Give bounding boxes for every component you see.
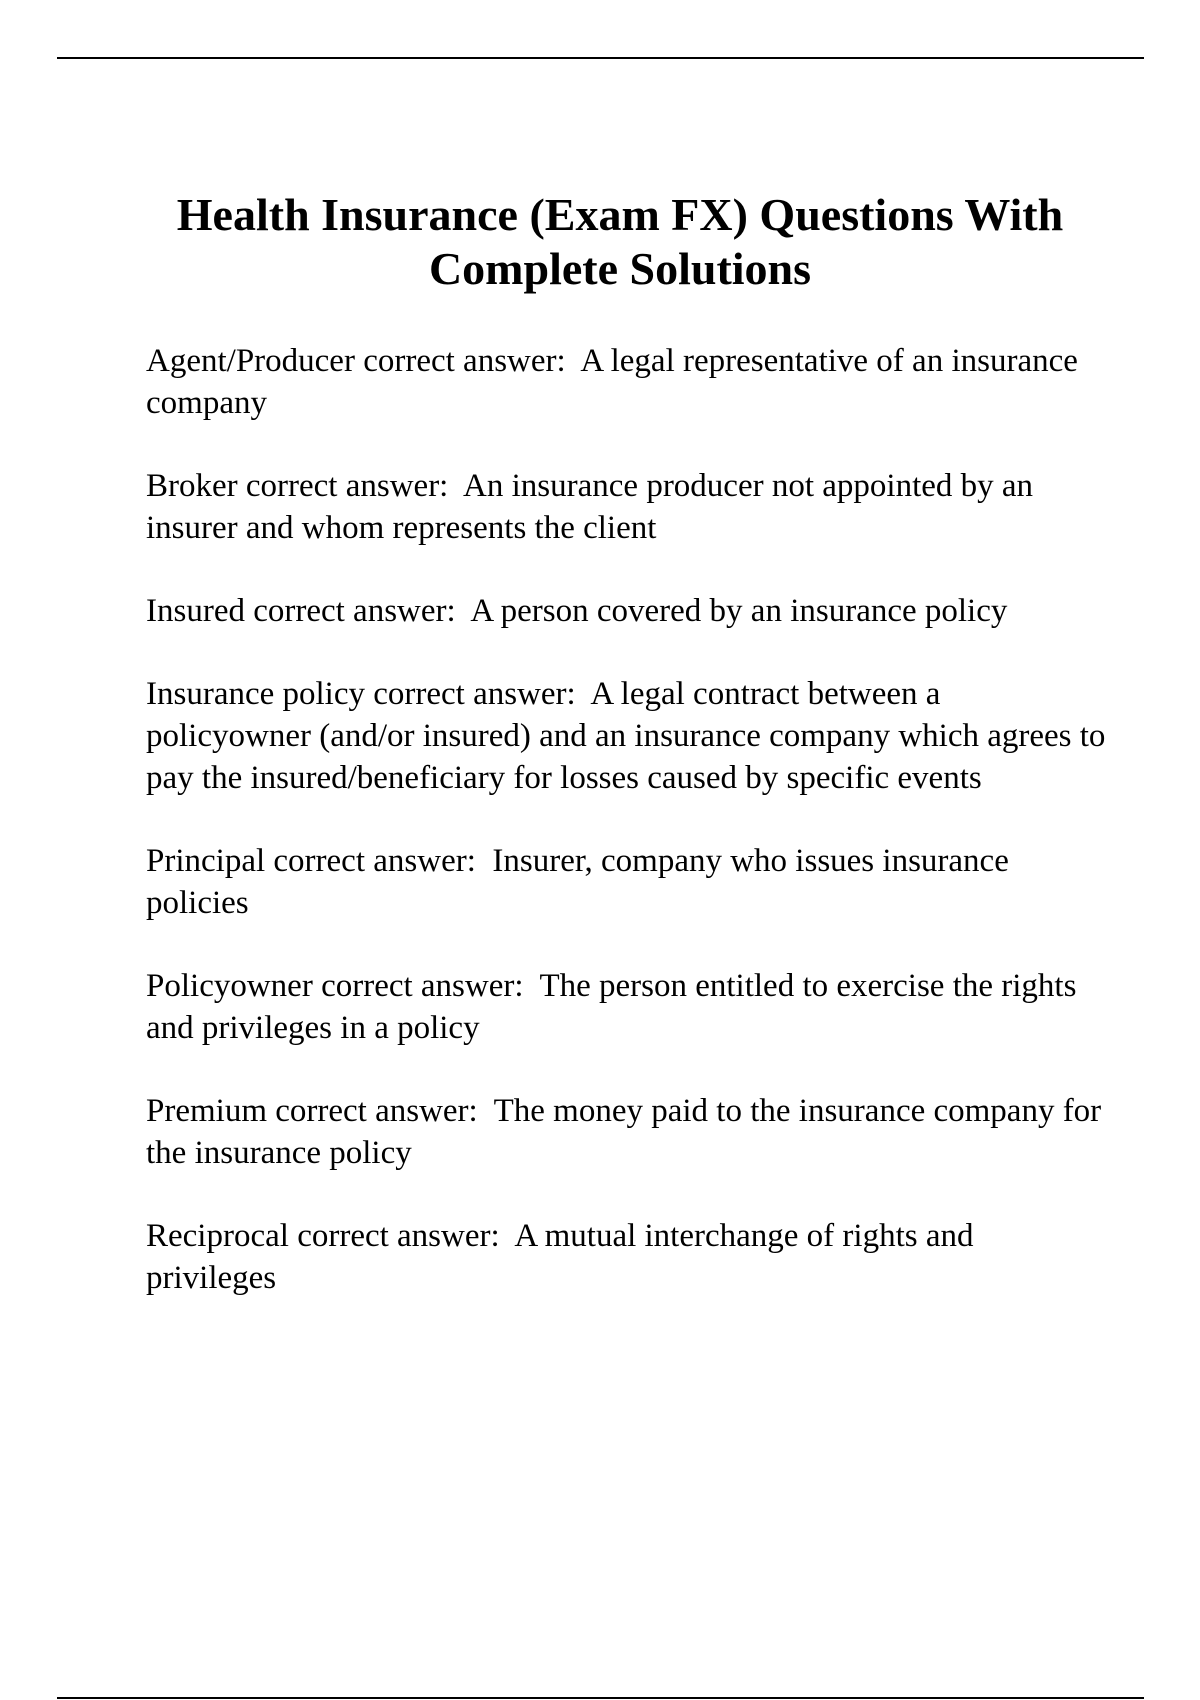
top-divider [57, 57, 1144, 59]
entry-answer: A mutual interchange of rights and privileges [146, 1218, 974, 1296]
entry-label: correct answer: [273, 843, 476, 879]
entry-term: Principal [146, 843, 266, 879]
entry-label: correct answer: [373, 676, 576, 712]
entry-term: Agent/Producer [146, 343, 355, 379]
entry-label: correct answer: [297, 1218, 500, 1254]
entry-answer: An insurance producer not appointed by an insurer and whom represents the client [146, 468, 1034, 546]
qa-entry [146, 465, 1106, 549]
qa-entry [146, 840, 1106, 924]
entry-term: Premium [146, 1093, 267, 1129]
entry-label: correct answer: [363, 343, 566, 379]
entry-answer: A person covered by an insurance policy [470, 593, 1008, 629]
entry-term: Broker [146, 468, 238, 504]
entry-term: Insured [146, 593, 245, 629]
bottom-divider [57, 1697, 1144, 1699]
entry-term: Reciprocal [146, 1218, 289, 1254]
qa-entry [146, 1090, 1106, 1174]
qa-entry [146, 1215, 1106, 1299]
entry-answer: Insurer, company who issues insurance policies [146, 843, 1009, 921]
entry-label: correct answer: [321, 968, 524, 1004]
entry-label: correct answer: [245, 468, 449, 504]
qa-entry [146, 965, 1106, 1049]
entry-answer: The money paid to the insurance company for the insurance policy [146, 1093, 1102, 1171]
qa-entry [146, 673, 1106, 799]
qa-list [146, 340, 1106, 1340]
entry-term: Policyowner [146, 968, 313, 1004]
entry-answer: A legal representative of an insurance company [146, 343, 1078, 421]
document-title: Health Insurance (Exam FX) Questions With Complete Solutions [176, 189, 1064, 294]
qa-entry [146, 340, 1106, 424]
entry-label: correct answer: [275, 1093, 478, 1129]
entry-term: Insurance policy [146, 676, 365, 712]
qa-entry [146, 590, 1106, 632]
entry-answer: A legal contract between a policyowner (and/or insured) and an insurance company which agrees to pay the insured/beneficiary for losses caused by specific events [146, 676, 1106, 796]
entry-label: correct answer: [253, 593, 456, 629]
entry-answer: The person entitled to exercise the rights and privileges in a policy [146, 968, 1077, 1046]
